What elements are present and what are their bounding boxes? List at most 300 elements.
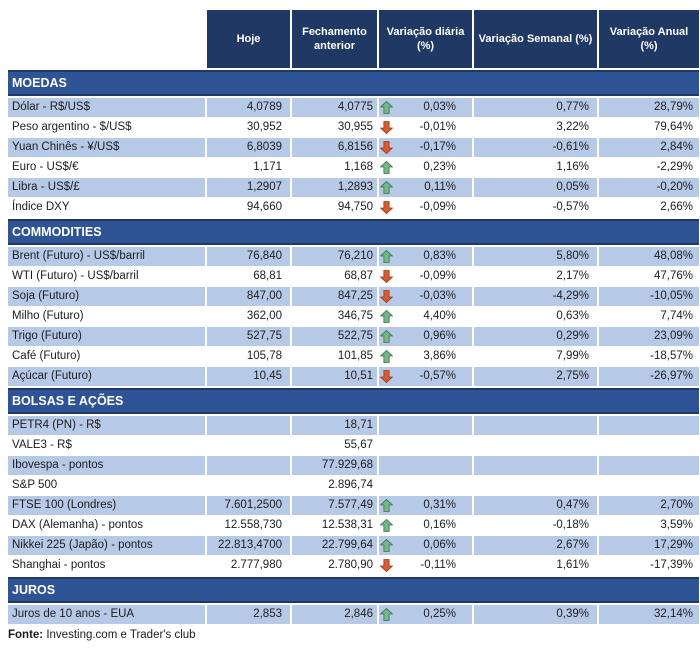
cell-variacao-anual — [599, 138, 699, 157]
cell-variacao-diaria-text: 0,06% — [423, 539, 456, 551]
section-header-1: COMMODITIES — [8, 219, 699, 245]
row-label — [8, 536, 205, 555]
cell-fechamento-text: 346,75 — [337, 310, 373, 322]
cell-variacao-semanal — [474, 327, 597, 346]
cell-fechamento — [292, 347, 377, 366]
row-label — [8, 367, 205, 386]
cell-variacao-semanal-text: -0,57% — [552, 201, 589, 213]
cell-hoje — [207, 178, 290, 197]
table-row — [8, 247, 699, 266]
cell-fechamento-text: 1,2893 — [337, 181, 373, 193]
cell-fechamento-text: 6,8156 — [337, 141, 373, 153]
cell-variacao-diaria — [379, 436, 472, 455]
row-label-text: Ibovespa - pontos — [12, 459, 104, 471]
cell-variacao-diaria — [379, 287, 472, 306]
cell-variacao-diaria — [379, 556, 472, 575]
cell-variacao-anual-text: 79,64% — [653, 121, 693, 133]
down-arrow-icon — [380, 140, 393, 157]
cell-variacao-semanal-text: 0,63% — [556, 310, 589, 322]
cell-variacao-anual-text: 28,79% — [653, 101, 693, 113]
cell-variacao-semanal-text: 0,39% — [556, 608, 589, 620]
cell-variacao-diaria-text: -0,57% — [419, 370, 456, 382]
cell-variacao-semanal — [474, 98, 597, 117]
down-arrow-icon — [380, 558, 393, 575]
row-label — [8, 287, 205, 306]
row-label — [8, 138, 205, 157]
row-label-text: Dólar - R$/US$ — [12, 101, 90, 113]
row-label — [8, 347, 205, 366]
up-arrow-icon — [380, 329, 393, 346]
cell-fechamento-text: 55,67 — [344, 439, 373, 451]
row-label-text: Nikkei 225 (Japão) - pontos — [12, 539, 153, 551]
down-arrow-icon — [380, 120, 393, 137]
row-label — [8, 118, 205, 137]
cell-variacao-anual-text: -17,39% — [650, 559, 693, 571]
source-label: Fonte: — [8, 629, 44, 641]
cell-variacao-diaria — [379, 347, 472, 366]
source-text: Investing.com e Trader's club — [43, 629, 196, 641]
row-label — [8, 158, 205, 177]
cell-variacao-semanal — [474, 178, 597, 197]
cell-variacao-diaria-text: -0,03% — [419, 290, 456, 302]
row-label-text: PETR4 (PN) - R$ — [12, 419, 101, 431]
cell-fechamento — [292, 158, 377, 177]
row-label — [8, 605, 205, 624]
cell-variacao-semanal-text: 0,29% — [556, 330, 589, 342]
cell-variacao-diaria — [379, 178, 472, 197]
cell-variacao-diaria-text: 0,31% — [423, 499, 456, 511]
cell-variacao-anual-text: -10,05% — [650, 290, 693, 302]
cell-variacao-anual-text: 2,70% — [660, 499, 693, 511]
row-label — [8, 327, 205, 346]
table-body — [8, 70, 699, 624]
table-row — [8, 327, 699, 346]
row-label-text: Índice DXY — [12, 201, 70, 213]
cell-variacao-diaria-text: 0,03% — [423, 101, 456, 113]
down-arrow-icon — [380, 269, 393, 286]
cell-variacao-semanal — [474, 198, 597, 217]
cell-fechamento — [292, 178, 377, 197]
cell-fechamento — [292, 118, 377, 137]
cell-hoje-text: 847,00 — [246, 290, 282, 302]
cell-hoje-text: 105,78 — [246, 350, 282, 362]
cell-fechamento-text: 1,168 — [344, 161, 373, 173]
cell-hoje — [207, 416, 290, 435]
cell-fechamento — [292, 98, 377, 117]
cell-variacao-semanal-text: 0,47% — [556, 499, 589, 511]
cell-hoje-text: 10,45 — [253, 370, 282, 382]
cell-variacao-semanal — [474, 347, 597, 366]
cell-variacao-diaria — [379, 327, 472, 346]
header-spacer — [8, 10, 205, 68]
cell-variacao-diaria-text: -0,01% — [419, 121, 456, 133]
cell-variacao-diaria-text: 4,40% — [423, 310, 456, 322]
row-label-text: Euro - US$/€ — [12, 161, 79, 173]
row-label-text: VALE3 - R$ — [12, 439, 72, 451]
cell-hoje-text: 76,840 — [246, 250, 282, 262]
cell-hoje — [207, 556, 290, 575]
cell-variacao-semanal-text: 2,67% — [556, 539, 589, 551]
cell-variacao-semanal-text: 1,61% — [556, 559, 589, 571]
cell-variacao-anual-text: -18,57% — [650, 350, 693, 362]
cell-fechamento — [292, 367, 377, 386]
row-label — [8, 516, 205, 535]
cell-variacao-semanal — [474, 516, 597, 535]
cell-variacao-diaria — [379, 198, 472, 217]
cell-fechamento-text: 2,846 — [344, 608, 373, 620]
cell-variacao-anual — [599, 605, 699, 624]
cell-variacao-semanal-text: 2,17% — [556, 270, 589, 282]
cell-fechamento — [292, 307, 377, 326]
cell-variacao-semanal-text: -0,18% — [552, 519, 589, 531]
table-row — [8, 118, 699, 137]
cell-variacao-diaria-text: 0,11% — [424, 181, 456, 193]
row-label-text: Libra - US$/£ — [12, 181, 80, 193]
cell-fechamento — [292, 516, 377, 535]
down-arrow-icon — [380, 369, 393, 386]
cell-variacao-anual — [599, 307, 699, 326]
table-row — [8, 556, 699, 575]
cell-variacao-diaria — [379, 416, 472, 435]
row-label-text: Juros de 10 anos - EUA — [12, 608, 135, 620]
cell-variacao-semanal-text: 0,05% — [556, 181, 589, 193]
table-row — [8, 416, 699, 435]
cell-variacao-anual — [599, 456, 699, 475]
cell-hoje-text: 22.813,4700 — [218, 539, 282, 551]
cell-variacao-diaria-text: 3,86% — [423, 350, 456, 362]
cell-variacao-diaria — [379, 476, 472, 495]
cell-hoje-text: 527,75 — [246, 330, 282, 342]
up-arrow-icon — [380, 160, 393, 177]
cell-variacao-diaria-text: 0,83% — [423, 250, 456, 262]
cell-fechamento — [292, 138, 377, 157]
cell-fechamento — [292, 556, 377, 575]
cell-variacao-diaria-text: 0,25% — [423, 608, 456, 620]
row-label-text: S&P 500 — [12, 479, 58, 491]
cell-fechamento-text: 76,210 — [337, 250, 373, 262]
cell-variacao-anual — [599, 247, 699, 266]
column-header-variacao-semanal: Variação Semanal (%) — [474, 10, 597, 68]
cell-variacao-semanal — [474, 287, 597, 306]
up-arrow-icon — [380, 100, 393, 117]
cell-fechamento — [292, 536, 377, 555]
cell-hoje — [207, 436, 290, 455]
cell-hoje — [207, 118, 290, 137]
row-label-text: Shanghai - pontos — [12, 559, 106, 571]
cell-variacao-semanal — [474, 118, 597, 137]
cell-variacao-anual — [599, 516, 699, 535]
up-arrow-icon — [380, 249, 393, 266]
cell-variacao-diaria — [379, 516, 472, 535]
table-row — [8, 516, 699, 535]
cell-fechamento-text: 522,75 — [337, 330, 373, 342]
up-arrow-icon — [380, 607, 393, 624]
cell-hoje — [207, 536, 290, 555]
table-row — [8, 536, 699, 555]
row-label-text: DAX (Alemanha) - pontos — [12, 519, 144, 531]
row-label — [8, 247, 205, 266]
cell-fechamento — [292, 605, 377, 624]
cell-hoje-text: 1,2907 — [246, 181, 282, 193]
table-row — [8, 456, 699, 475]
cell-hoje-text: 362,00 — [246, 310, 282, 322]
table-row — [8, 198, 699, 217]
cell-variacao-anual — [599, 536, 699, 555]
cell-variacao-diaria — [379, 247, 472, 266]
cell-hoje-text: 12.558,730 — [224, 519, 282, 531]
cell-variacao-diaria — [379, 307, 472, 326]
down-arrow-icon — [380, 200, 393, 217]
up-arrow-icon — [380, 309, 393, 326]
cell-variacao-anual-text: 48,08% — [653, 250, 693, 262]
cell-hoje — [207, 267, 290, 286]
cell-variacao-diaria — [379, 456, 472, 475]
cell-hoje — [207, 476, 290, 495]
row-label-text: Açúcar (Futuro) — [12, 370, 92, 382]
row-label — [8, 307, 205, 326]
cell-fechamento-text: 30,955 — [337, 121, 373, 133]
cell-hoje — [207, 247, 290, 266]
cell-variacao-diaria-text: -0,09% — [419, 201, 456, 213]
cell-variacao-diaria-text: 0,96% — [423, 330, 456, 342]
cell-variacao-anual — [599, 287, 699, 306]
cell-variacao-anual — [599, 118, 699, 137]
row-label — [8, 476, 205, 495]
cell-hoje — [207, 605, 290, 624]
cell-variacao-anual — [599, 98, 699, 117]
cell-hoje-text: 94,660 — [246, 201, 282, 213]
cell-variacao-semanal-text: -0,61% — [552, 141, 589, 153]
cell-variacao-anual-text: 2,66% — [660, 201, 693, 213]
cell-fechamento-text: 77.929,68 — [321, 459, 373, 471]
row-label — [8, 178, 205, 197]
cell-variacao-anual-text: -2,29% — [656, 161, 693, 173]
table-row — [8, 476, 699, 495]
row-label-text: Yuan Chinês - ¥/US$ — [12, 141, 120, 153]
cell-variacao-anual-text: 17,29% — [653, 539, 693, 551]
cell-variacao-anual — [599, 267, 699, 286]
cell-variacao-semanal-text: 2,75% — [556, 370, 589, 382]
cell-variacao-diaria — [379, 138, 472, 157]
cell-hoje — [207, 456, 290, 475]
cell-fechamento-text: 68,87 — [344, 270, 373, 282]
cell-variacao-anual-text: 7,74% — [660, 310, 693, 322]
row-label-text: Café (Futuro) — [12, 350, 81, 362]
cell-variacao-anual-text: 2,84% — [660, 141, 693, 153]
cell-fechamento-text: 847,25 — [337, 290, 373, 302]
table-row — [8, 98, 699, 117]
table-row — [8, 138, 699, 157]
cell-variacao-semanal — [474, 307, 597, 326]
cell-variacao-anual — [599, 327, 699, 346]
cell-variacao-semanal — [474, 536, 597, 555]
section-header-2: BOLSAS E AÇÕES — [8, 388, 699, 414]
cell-fechamento-text: 22.799,64 — [321, 539, 373, 551]
cell-variacao-diaria — [379, 605, 472, 624]
table-row — [8, 267, 699, 286]
cell-fechamento — [292, 476, 377, 495]
column-header-row — [8, 10, 699, 68]
cell-hoje — [207, 287, 290, 306]
cell-variacao-diaria — [379, 367, 472, 386]
cell-hoje-text: 30,952 — [246, 121, 282, 133]
cell-fechamento-text: 10,51 — [344, 370, 373, 382]
cell-variacao-anual — [599, 178, 699, 197]
row-label-text: Soja (Futuro) — [12, 290, 80, 302]
cell-hoje — [207, 347, 290, 366]
cell-fechamento-text: 2.896,74 — [328, 479, 373, 491]
table-row — [8, 605, 699, 624]
up-arrow-icon — [380, 518, 393, 535]
cell-hoje — [207, 496, 290, 515]
cell-hoje-text: 68,81 — [253, 270, 282, 282]
row-label — [8, 198, 205, 217]
cell-fechamento — [292, 456, 377, 475]
cell-variacao-semanal — [474, 138, 597, 157]
cell-fechamento-text: 2.780,90 — [328, 559, 373, 571]
cell-variacao-semanal-text: 5,80% — [556, 250, 589, 262]
cell-variacao-anual — [599, 436, 699, 455]
cell-fechamento-text: 101,85 — [337, 350, 373, 362]
table-row — [8, 178, 699, 197]
up-arrow-icon — [380, 498, 393, 515]
cell-variacao-anual-text: 32,14% — [653, 608, 693, 620]
cell-hoje — [207, 367, 290, 386]
cell-hoje — [207, 516, 290, 535]
up-arrow-icon — [380, 180, 393, 197]
row-label-text: FTSE 100 (Londres) — [12, 499, 117, 511]
cell-variacao-semanal — [474, 158, 597, 177]
cell-variacao-semanal-text: -4,29% — [552, 290, 589, 302]
cell-variacao-anual-text: 23,09% — [653, 330, 693, 342]
cell-variacao-semanal — [474, 267, 597, 286]
up-arrow-icon — [380, 538, 393, 555]
row-label-text: Brent (Futuro) - US$/barril — [12, 250, 145, 262]
cell-variacao-anual-text: 47,76% — [653, 270, 693, 282]
cell-variacao-semanal — [474, 456, 597, 475]
cell-fechamento — [292, 416, 377, 435]
cell-variacao-diaria-text: -0,17% — [419, 141, 456, 153]
cell-variacao-anual — [599, 416, 699, 435]
cell-fechamento-text: 4,0775 — [337, 101, 373, 113]
cell-hoje-text: 2.777,980 — [230, 559, 282, 571]
cell-variacao-diaria — [379, 536, 472, 555]
cell-hoje-text: 2,853 — [253, 608, 282, 620]
cell-fechamento — [292, 496, 377, 515]
cell-variacao-anual — [599, 158, 699, 177]
cell-variacao-semanal — [474, 247, 597, 266]
cell-hoje — [207, 327, 290, 346]
row-label — [8, 98, 205, 117]
cell-variacao-semanal — [474, 476, 597, 495]
row-label — [8, 416, 205, 435]
cell-fechamento — [292, 247, 377, 266]
cell-variacao-anual-text: -26,97% — [650, 370, 693, 382]
table-row — [8, 307, 699, 326]
cell-hoje — [207, 198, 290, 217]
cell-fechamento-text: 94,750 — [337, 201, 373, 213]
down-arrow-icon — [380, 289, 393, 306]
cell-variacao-diaria — [379, 118, 472, 137]
cell-fechamento-text: 12.538,31 — [321, 519, 373, 531]
cell-hoje — [207, 158, 290, 177]
cell-fechamento — [292, 287, 377, 306]
column-header-variacao-anual: Variação Anual (%) — [599, 10, 699, 68]
column-header-fechamento-anterior: Fechamento anterior — [292, 10, 377, 68]
cell-variacao-diaria-text: 0,23% — [423, 161, 456, 173]
cell-variacao-diaria — [379, 267, 472, 286]
cell-variacao-anual-text: 3,59% — [660, 519, 693, 531]
table-row — [8, 496, 699, 515]
row-label — [8, 436, 205, 455]
row-label — [8, 496, 205, 515]
cell-variacao-diaria — [379, 98, 472, 117]
cell-fechamento-text: 18,71 — [344, 419, 373, 431]
cell-variacao-diaria — [379, 158, 472, 177]
cell-variacao-semanal-text: 3,22% — [556, 121, 589, 133]
cell-hoje — [207, 138, 290, 157]
row-label-text: Peso argentino - $/US$ — [12, 121, 132, 133]
cell-variacao-diaria — [379, 496, 472, 515]
cell-fechamento — [292, 267, 377, 286]
cell-variacao-anual-text: -0,20% — [656, 181, 693, 193]
cell-variacao-semanal — [474, 556, 597, 575]
cell-variacao-semanal-text: 1,16% — [556, 161, 589, 173]
cell-hoje-text: 4,0789 — [246, 101, 282, 113]
row-label-text: Milho (Futuro) — [12, 310, 84, 322]
cell-hoje-text: 6,8039 — [246, 141, 282, 153]
row-label-text: Trigo (Futuro) — [12, 330, 82, 342]
cell-hoje — [207, 98, 290, 117]
cell-variacao-semanal-text: 0,77% — [556, 101, 589, 113]
cell-variacao-semanal — [474, 416, 597, 435]
section-header-3: JUROS — [8, 577, 699, 603]
cell-fechamento — [292, 327, 377, 346]
cell-variacao-anual — [599, 347, 699, 366]
cell-variacao-semanal-text: 7,99% — [556, 350, 589, 362]
cell-variacao-diaria-text: -0,11% — [420, 559, 456, 571]
row-label — [8, 456, 205, 475]
cell-variacao-diaria-text: -0,09% — [419, 270, 456, 282]
cell-hoje — [207, 307, 290, 326]
cell-variacao-anual — [599, 367, 699, 386]
cell-variacao-anual — [599, 476, 699, 495]
table-row — [8, 436, 699, 455]
table-row — [8, 347, 699, 366]
up-arrow-icon — [380, 349, 393, 366]
cell-fechamento — [292, 198, 377, 217]
cell-fechamento — [292, 436, 377, 455]
column-header-hoje: Hoje — [207, 10, 290, 68]
table-row — [8, 158, 699, 177]
cell-variacao-diaria-text: 0,16% — [423, 519, 456, 531]
cell-hoje-text: 1,171 — [253, 161, 282, 173]
row-label — [8, 556, 205, 575]
cell-hoje-text: 7.601,2500 — [224, 499, 282, 511]
cell-variacao-anual — [599, 198, 699, 217]
row-label — [8, 267, 205, 286]
source-note — [8, 629, 699, 641]
cell-variacao-anual — [599, 556, 699, 575]
cell-fechamento-text: 7.577,49 — [328, 499, 373, 511]
cell-variacao-semanal — [474, 436, 597, 455]
cell-variacao-anual — [599, 496, 699, 515]
table-row — [8, 287, 699, 306]
cell-variacao-semanal — [474, 367, 597, 386]
table-row — [8, 367, 699, 386]
row-label-text: WTI (Futuro) - US$/barril — [12, 270, 139, 282]
column-header-variacao-diaria: Variação diária (%) — [379, 10, 472, 68]
